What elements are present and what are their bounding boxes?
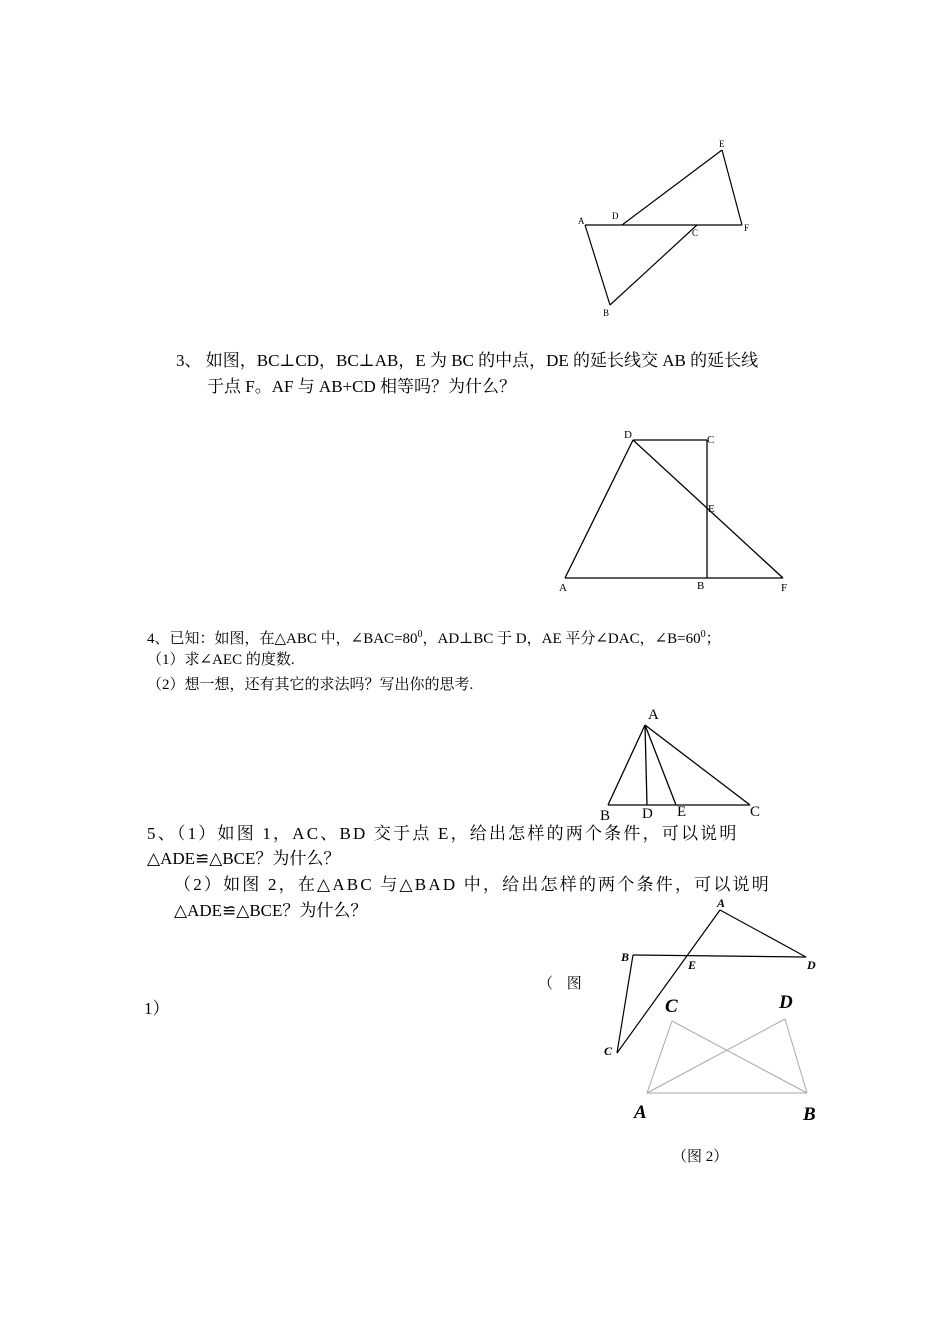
label-D: D <box>642 806 653 822</box>
label-B: B <box>600 808 611 824</box>
label-A: A <box>634 1102 647 1123</box>
q5-line4: △ADE≌△BCE？为什么？ <box>174 901 368 920</box>
label-C: C <box>692 228 699 238</box>
q4-line1-part2: ，AD⊥BC 于 D，AE 平分∠DAC，∠B=60 <box>422 631 701 647</box>
label-E: E <box>677 804 687 820</box>
label-B: B <box>621 950 630 964</box>
fig1-caption-a: （ 图 <box>538 976 582 992</box>
q4-line1-part1: 4、已知：如图，在△ABC 中，∠BAC=80 <box>147 631 418 647</box>
segment-AC <box>647 1021 672 1093</box>
fig1-caption-b: 1） <box>144 999 170 1018</box>
label-C: C <box>707 434 715 446</box>
label-C: C <box>750 804 761 820</box>
q5-line3: （2）如图 2，在△ABC 与△BAD 中，给出怎样的两个条件，可以说明 <box>174 875 771 894</box>
label-C: C <box>665 996 678 1017</box>
label-D: D <box>807 958 816 972</box>
q3-line1: 3、 如图，BC⊥CD，BC⊥AB，E 为 BC 的中点，DE 的延长线交 AB 的延长线 <box>176 351 759 370</box>
label-B: B <box>803 1104 816 1125</box>
label-C: C <box>604 1044 613 1058</box>
label-A: A <box>559 582 567 594</box>
segment-BC <box>672 1021 807 1093</box>
label-E: E <box>719 139 725 149</box>
q4-line2: （1）求∠AEC 的度数. <box>147 652 295 668</box>
degree-sup-2: 0 <box>700 629 706 640</box>
segment-BD <box>785 1019 807 1093</box>
label-D: D <box>624 429 632 441</box>
label-B: B <box>697 580 705 592</box>
label-A: A <box>648 707 659 723</box>
q5-line2: △ADE≌△BCE？为什么？ <box>147 849 341 868</box>
label-E: E <box>708 503 715 515</box>
label-B: B <box>603 308 610 318</box>
q5-line1: 5、（1）如图 1，AC、BD 交于点 E，给出怎样的两个条件，可以说明 <box>147 824 739 843</box>
label-F: F <box>781 582 788 594</box>
label-A: A <box>717 896 726 910</box>
degree-sup-1: 0 <box>417 629 423 640</box>
q4-line1-part3: ； <box>705 631 721 647</box>
label-A: A <box>578 216 585 226</box>
label-E: E <box>688 958 697 972</box>
label-F: F <box>744 223 750 233</box>
label-D: D <box>779 992 793 1013</box>
label-D: D <box>612 211 619 221</box>
q4-line3: （2）想一想，还有其它的求法吗？写出你的思考. <box>147 677 474 693</box>
segment-AD <box>647 1019 785 1093</box>
fig2-caption: （图 2） <box>672 1149 729 1165</box>
q3-line2: 于点 F。AF 与 AB+CD 相等吗？为什么？ <box>207 377 517 396</box>
